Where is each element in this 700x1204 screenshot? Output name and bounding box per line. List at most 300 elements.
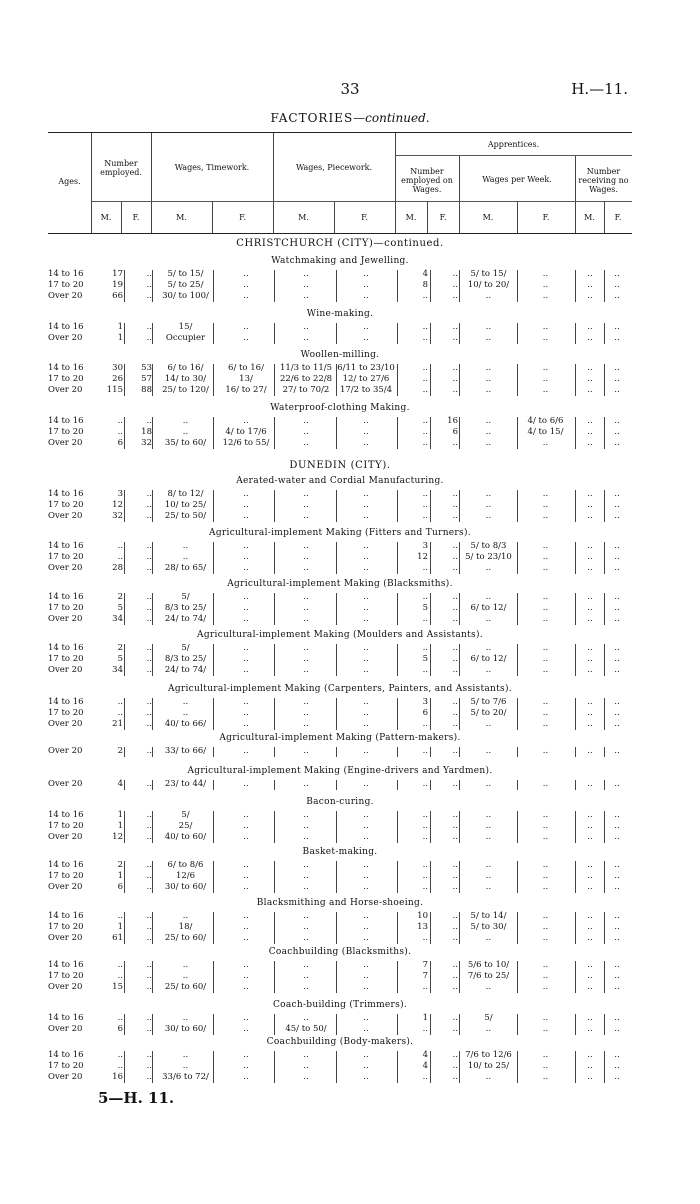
cell-app-m: .. <box>422 746 428 756</box>
cell-piece-m: 45/ to 50/ <box>285 1024 327 1034</box>
cell-time-m: 25/ to 60/ <box>164 982 207 992</box>
cell-app-f: .. <box>452 860 458 870</box>
cell-ages: 17 to 20 <box>48 552 84 562</box>
cell-nowage-m: .. <box>587 746 593 756</box>
cell-nowage-m: .. <box>587 269 593 279</box>
cell-nowage-f: .. <box>614 1050 620 1060</box>
cell-nowage-m: .. <box>587 552 593 562</box>
cell-time-m: .. <box>182 416 189 426</box>
column-rule <box>152 1014 153 1035</box>
header-m: M. <box>298 213 309 222</box>
header-app-no-wages: Number receiving no Wages. <box>578 167 629 195</box>
cell-nowage-f: .. <box>614 911 620 921</box>
cell-nowage-m: .. <box>587 489 593 499</box>
column-rule <box>274 1014 275 1035</box>
table-row <box>0 810 700 821</box>
cell-employed-m: 66 <box>112 291 123 301</box>
cell-time-m: 30/ to 60/ <box>164 1024 207 1034</box>
header-app-number: Number employed on Wages. <box>401 167 453 195</box>
cell-app-week-m: .. <box>485 438 492 448</box>
cell-app-f: .. <box>452 552 458 562</box>
cell-nowage-m: .. <box>587 810 593 820</box>
cell-ages: Over 20 <box>48 982 83 992</box>
cell-time-f: .. <box>243 779 249 789</box>
header-f: F. <box>361 213 368 222</box>
cell-app-week-m: 5/ <box>484 1013 493 1023</box>
cell-time-m: 5/ to 25/ <box>167 280 204 290</box>
cell-piece-f: .. <box>363 779 369 789</box>
cell-time-m: 10/ to 25/ <box>164 500 207 510</box>
cell-ages: 14 to 16 <box>48 592 84 602</box>
column-rule <box>575 961 576 993</box>
table-row <box>0 982 700 993</box>
cell-nowage-m: .. <box>587 960 593 970</box>
cell-nowage-f: .. <box>614 832 620 842</box>
column-rule <box>124 961 125 993</box>
cell-app-week-f: .. <box>542 500 549 510</box>
header-f: F. <box>614 213 622 222</box>
cell-nowage-f: .. <box>614 269 620 279</box>
cell-employed-m: 34 <box>112 614 123 624</box>
column-rule <box>124 698 125 730</box>
category-title: Agricultural-implement Making (Blacksmiths). <box>227 579 453 589</box>
cell-nowage-m: .. <box>587 1050 593 1060</box>
cell-app-week-f: .. <box>542 363 549 373</box>
cell-nowage-m: .. <box>587 592 593 602</box>
cell-nowage-f: .. <box>614 280 620 290</box>
column-rule <box>430 417 431 449</box>
cell-nowage-f: .. <box>614 960 620 970</box>
column-rule <box>336 542 337 574</box>
cell-employed-m: .. <box>117 552 123 562</box>
cell-ages: Over 20 <box>48 614 83 624</box>
cell-app-f: .. <box>452 643 458 653</box>
column-rule <box>517 542 518 574</box>
cell-ages: 17 to 20 <box>48 280 84 290</box>
cell-nowage-f: .. <box>614 821 620 831</box>
header-m: M. <box>405 213 417 222</box>
cell-piece-m: .. <box>303 322 309 332</box>
cell-time-f: .. <box>243 563 249 573</box>
column-rule <box>517 780 518 790</box>
cell-ages: 17 to 20 <box>48 1061 84 1071</box>
cell-piece-f: .. <box>363 489 369 499</box>
cell-nowage-m: .. <box>587 971 593 981</box>
cell-time-m: 25/ to 50/ <box>164 511 207 521</box>
cell-app-m: .. <box>422 933 428 943</box>
cell-nowage-f: .. <box>614 933 620 943</box>
column-rule <box>274 747 275 757</box>
cell-employed-f: .. <box>146 1072 152 1082</box>
cell-nowage-f: .. <box>614 541 620 551</box>
cell-piece-f: .. <box>363 719 369 729</box>
column-rule <box>397 364 398 396</box>
cell-piece-f: .. <box>363 1061 369 1071</box>
category-title: Woollen-milling. <box>300 350 380 360</box>
cell-time-f: .. <box>243 614 249 624</box>
cell-app-f: .. <box>452 665 458 675</box>
cell-app-f: .. <box>452 871 458 881</box>
cell-nowage-m: .. <box>587 933 593 943</box>
cell-ages: Over 20 <box>48 746 83 756</box>
cell-time-f: .. <box>243 832 249 842</box>
cell-piece-f: .. <box>363 982 369 992</box>
table-row <box>0 719 700 730</box>
header-rule <box>91 201 632 202</box>
cell-nowage-f: .. <box>614 438 620 448</box>
cell-ages: Over 20 <box>48 933 83 943</box>
cell-ages: 14 to 16 <box>48 643 84 653</box>
cell-time-m: .. <box>182 1013 189 1023</box>
cell-ages: 17 to 20 <box>48 374 84 384</box>
cell-app-week-m: 6/ to 12/ <box>470 654 507 664</box>
cell-app-week-m: .. <box>485 832 492 842</box>
cell-app-week-f: .. <box>542 438 549 448</box>
column-rule <box>397 417 398 449</box>
cell-app-m: 4 <box>422 269 428 279</box>
column-rule <box>274 961 275 993</box>
cell-app-week-f: .. <box>542 971 549 981</box>
cell-nowage-f: .. <box>614 779 620 789</box>
table-row <box>0 871 700 882</box>
column-rule <box>152 490 153 522</box>
cell-piece-m: .. <box>303 541 309 551</box>
cell-time-m: 8/ to 12/ <box>167 489 204 499</box>
cell-piece-m: .. <box>303 911 309 921</box>
cell-employed-m: 6 <box>117 882 123 892</box>
cell-nowage-f: .. <box>614 810 620 820</box>
cell-nowage-m: .. <box>587 982 593 992</box>
cell-ages: 17 to 20 <box>48 427 84 437</box>
cell-time-f: .. <box>243 500 249 510</box>
cell-app-week-f: .. <box>542 603 549 613</box>
cell-piece-f: .. <box>363 592 369 602</box>
cell-time-m: Occupier <box>165 333 206 343</box>
column-rule <box>213 364 214 396</box>
cell-piece-m: .. <box>303 697 309 707</box>
cell-time-f: .. <box>243 719 249 729</box>
cell-app-f: .. <box>452 592 458 602</box>
cell-time-f: .. <box>243 291 249 301</box>
table-row <box>0 291 700 302</box>
column-rule <box>459 490 460 522</box>
column-rule <box>604 593 605 625</box>
column-rule <box>459 1014 460 1035</box>
column-rule <box>604 323 605 344</box>
table-row <box>0 322 700 333</box>
column-rule <box>274 417 275 449</box>
column-rule <box>397 593 398 625</box>
column-rule <box>430 811 431 843</box>
column-rule <box>430 861 431 893</box>
table-row <box>0 832 700 843</box>
cell-app-week-f: .. <box>542 280 549 290</box>
cell-time-m: 28/ to 65/ <box>164 563 207 573</box>
cell-employed-f: .. <box>146 592 152 602</box>
column-rule <box>274 542 275 574</box>
column-rule <box>604 644 605 676</box>
cell-app-week-m: .. <box>485 746 492 756</box>
cell-piece-f: .. <box>363 911 369 921</box>
cell-app-m: .. <box>422 832 428 842</box>
column-rule <box>604 490 605 522</box>
cell-time-m: 5/ <box>181 643 190 653</box>
cell-piece-f: .. <box>363 643 369 653</box>
cell-piece-m: .. <box>303 280 309 290</box>
cell-employed-m: 5 <box>117 654 123 664</box>
table-row <box>0 1072 700 1083</box>
cell-piece-f: .. <box>363 810 369 820</box>
column-rule <box>124 323 125 344</box>
table-row <box>0 563 700 574</box>
cell-app-week-m: .. <box>485 1024 492 1034</box>
column-rule <box>459 270 460 302</box>
cell-time-m: 8/3 to 25/ <box>164 654 207 664</box>
cell-piece-f: .. <box>363 746 369 756</box>
column-rule <box>459 961 460 993</box>
table-header <box>48 132 632 234</box>
cell-ages: 17 to 20 <box>48 821 84 831</box>
column-rule <box>517 644 518 676</box>
cell-app-week-m: .. <box>485 614 492 624</box>
cell-piece-f: .. <box>363 322 369 332</box>
cell-piece-m: .. <box>303 871 309 881</box>
column-rule <box>213 861 214 893</box>
column-rule <box>517 912 518 944</box>
category-title: Waterproof-clothing Making. <box>270 403 410 413</box>
column-rule <box>604 861 605 893</box>
cell-piece-m: .. <box>303 592 309 602</box>
table-row <box>0 665 700 676</box>
cell-app-m: .. <box>422 614 428 624</box>
table-row <box>0 280 700 291</box>
cell-app-week-f: .. <box>542 960 549 970</box>
cell-nowage-f: .. <box>614 511 620 521</box>
cell-app-f: .. <box>452 1061 458 1071</box>
cell-employed-m: 2 <box>117 643 123 653</box>
table-row <box>0 614 700 625</box>
cell-app-week-m: 10/ to 20/ <box>467 280 510 290</box>
cell-nowage-f: .. <box>614 374 620 384</box>
header-wages-timework: Wages, Timework. <box>174 163 250 172</box>
section-title: DUNEDIN (CITY). <box>289 460 391 471</box>
header-wages-piecework: Wages, Piecework. <box>295 163 373 172</box>
category-title: Agricultural-implement Making (Moulders and Assistants). <box>197 630 483 640</box>
column-rule <box>213 912 214 944</box>
cell-app-m: .. <box>422 982 428 992</box>
column-rule <box>575 417 576 449</box>
cell-nowage-m: .. <box>587 860 593 870</box>
column-rule <box>397 1051 398 1083</box>
cell-piece-m: 22/6 to 22/8 <box>279 374 333 384</box>
cell-nowage-m: .. <box>587 922 593 932</box>
cell-employed-m: .. <box>117 416 123 426</box>
cell-piece-f: .. <box>363 871 369 881</box>
column-rule <box>517 961 518 993</box>
cell-time-m: 15/ <box>178 322 193 332</box>
cell-app-f: .. <box>452 385 458 395</box>
cell-app-m: .. <box>422 416 428 426</box>
table-row <box>0 960 700 971</box>
cell-app-f: .. <box>452 438 458 448</box>
cell-piece-f: .. <box>363 708 369 718</box>
cell-piece-m: .. <box>303 333 309 343</box>
column-rule <box>152 1051 153 1083</box>
column-rule <box>336 961 337 993</box>
column-rule <box>336 490 337 522</box>
cell-employed-m: 1 <box>117 810 123 820</box>
cell-app-week-f: .. <box>542 719 549 729</box>
table-row <box>0 1013 700 1024</box>
cell-app-week-m: .. <box>485 860 492 870</box>
cell-piece-m: .. <box>303 552 309 562</box>
column-rule <box>124 542 125 574</box>
cell-ages: 17 to 20 <box>48 922 84 932</box>
cell-time-m: .. <box>182 960 189 970</box>
column-rule <box>152 698 153 730</box>
table-row <box>0 385 700 396</box>
cell-app-week-f: .. <box>542 563 549 573</box>
column-rule <box>213 593 214 625</box>
cell-app-week-f: .. <box>542 552 549 562</box>
cell-app-week-f: .. <box>542 871 549 881</box>
cell-ages: Over 20 <box>48 438 83 448</box>
cell-employed-f: .. <box>146 708 152 718</box>
cell-employed-f: .. <box>146 719 152 729</box>
cell-piece-m: .. <box>303 643 309 653</box>
cell-app-week-f: .. <box>542 821 549 831</box>
cell-employed-m: 3 <box>117 489 123 499</box>
cell-time-m: 6/ to 16/ <box>167 363 204 373</box>
cell-app-f: .. <box>452 810 458 820</box>
cell-app-m: .. <box>422 385 428 395</box>
column-rule <box>336 364 337 396</box>
cell-nowage-m: .. <box>587 416 593 426</box>
cell-app-week-m: .. <box>485 374 492 384</box>
column-rule <box>274 270 275 302</box>
cell-ages: 14 to 16 <box>48 1050 84 1060</box>
cell-piece-f: .. <box>363 933 369 943</box>
column-rule <box>274 490 275 522</box>
cell-employed-m: 15 <box>112 982 123 992</box>
cell-time-f: .. <box>243 489 249 499</box>
cell-app-week-m: .. <box>485 1072 492 1082</box>
table-title-continued: —continued. <box>353 111 430 125</box>
column-rule <box>430 364 431 396</box>
cell-time-f: 16/ to 27/ <box>225 385 267 395</box>
cell-piece-f: .. <box>363 1050 369 1060</box>
cell-piece-f: .. <box>363 438 369 448</box>
cell-app-week-m: .. <box>485 779 492 789</box>
column-rule <box>517 593 518 625</box>
cell-employed-m: 32 <box>112 511 123 521</box>
column-rule <box>397 1014 398 1035</box>
cell-employed-f: .. <box>146 971 152 981</box>
cell-piece-m: .. <box>303 960 309 970</box>
column-rule <box>336 912 337 944</box>
cell-piece-f: .. <box>363 552 369 562</box>
cell-app-week-m: .. <box>485 363 492 373</box>
cell-app-week-f: .. <box>542 746 549 756</box>
cell-piece-m: .. <box>303 832 309 842</box>
cell-piece-m: .. <box>303 982 309 992</box>
cell-ages: Over 20 <box>48 779 83 789</box>
cell-app-week-m: .. <box>485 643 492 653</box>
column-rule <box>336 323 337 344</box>
column-rule <box>336 417 337 449</box>
cell-piece-f: 6/11 to 23/10 <box>337 363 395 373</box>
table-row <box>0 746 700 757</box>
column-rule <box>397 270 398 302</box>
cell-time-f: .. <box>243 333 249 343</box>
cell-nowage-f: .. <box>614 643 620 653</box>
cell-ages: 17 to 20 <box>48 971 84 981</box>
table-row <box>0 971 700 982</box>
table-row <box>0 438 700 449</box>
column-rule <box>274 364 275 396</box>
cell-piece-m: .. <box>303 922 309 932</box>
cell-app-week-m: .. <box>485 500 492 510</box>
cell-piece-f: .. <box>363 971 369 981</box>
cell-time-m: 24/ to 74/ <box>164 665 207 675</box>
column-rule <box>124 811 125 843</box>
column-rule <box>336 270 337 302</box>
cell-app-week-f: .. <box>542 489 549 499</box>
cell-ages: 14 to 16 <box>48 810 84 820</box>
cell-nowage-m: .. <box>587 882 593 892</box>
cell-employed-m: 2 <box>117 592 123 602</box>
cell-app-m: .. <box>422 1072 428 1082</box>
column-rule <box>336 780 337 790</box>
cell-time-f: .. <box>243 871 249 881</box>
cell-piece-m: .. <box>303 416 309 426</box>
cell-time-f: .. <box>243 1061 249 1071</box>
cell-piece-f: .. <box>363 922 369 932</box>
cell-piece-m: .. <box>303 779 309 789</box>
cell-ages: Over 20 <box>48 333 83 343</box>
cell-piece-f: .. <box>363 1013 369 1023</box>
cell-nowage-m: .. <box>587 603 593 613</box>
cell-app-f: 6 <box>452 427 458 437</box>
column-rule <box>124 644 125 676</box>
cell-ages: 14 to 16 <box>48 911 84 921</box>
cell-app-week-m: .. <box>485 427 492 437</box>
cell-piece-m: .. <box>303 291 309 301</box>
cell-employed-f: .. <box>146 1061 152 1071</box>
cell-employed-f: .. <box>146 871 152 881</box>
cell-ages: 17 to 20 <box>48 654 84 664</box>
column-rule <box>397 912 398 944</box>
column-rule <box>124 861 125 893</box>
cell-app-week-m: .. <box>485 665 492 675</box>
cell-time-m: 25/ to 60/ <box>164 933 207 943</box>
cell-app-f: .. <box>452 708 458 718</box>
cell-ages: 14 to 16 <box>48 363 84 373</box>
header-m: M. <box>584 213 595 222</box>
column-rule <box>336 1051 337 1083</box>
table-row <box>0 363 700 374</box>
cell-piece-m: .. <box>303 821 309 831</box>
cell-piece-m: .. <box>303 1072 309 1082</box>
cell-time-f: 12/6 to 55/ <box>222 438 270 448</box>
cell-time-f: .. <box>243 511 249 521</box>
cell-nowage-m: .. <box>587 779 593 789</box>
table-row <box>0 511 700 522</box>
cell-app-f: .. <box>452 654 458 664</box>
column-rule <box>397 811 398 843</box>
cell-ages: Over 20 <box>48 563 83 573</box>
cell-time-m: 18/ <box>178 922 193 932</box>
